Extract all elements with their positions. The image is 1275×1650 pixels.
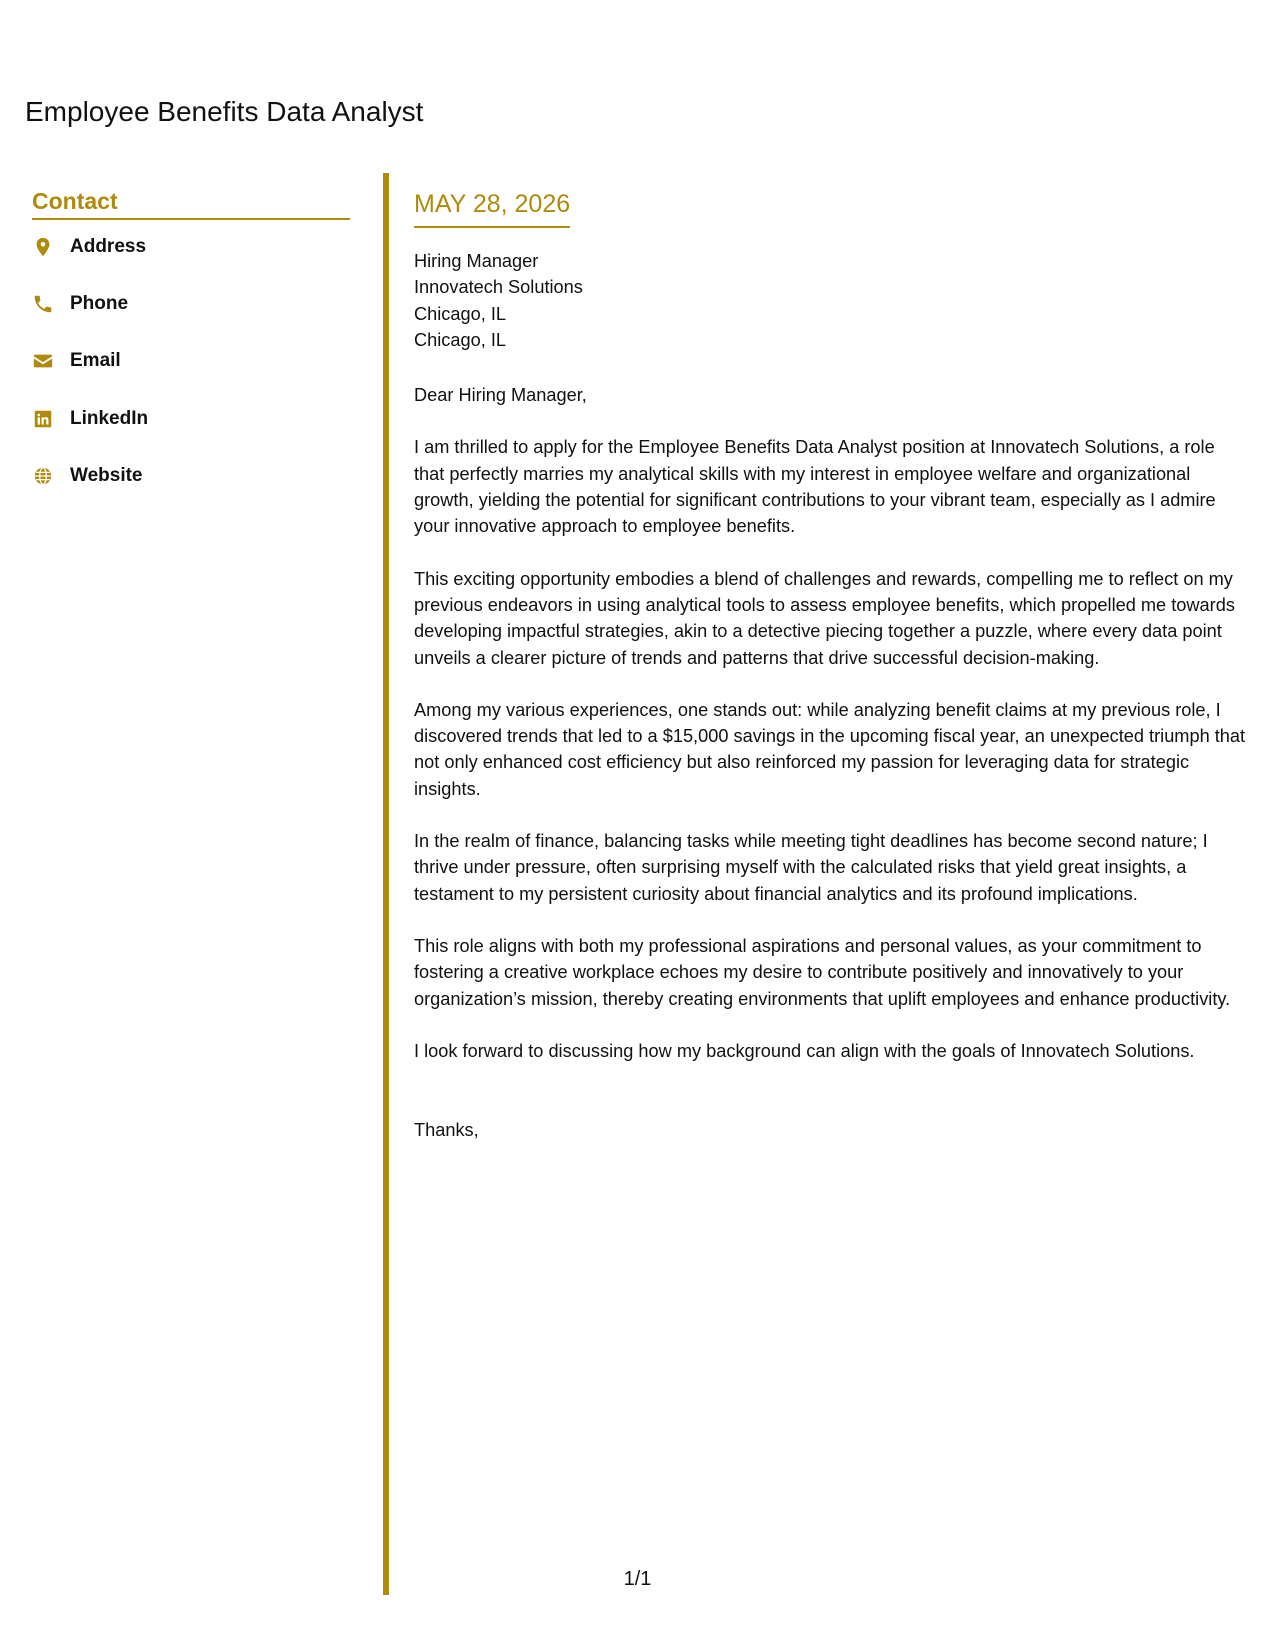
contact-item-email	[32, 333, 350, 391]
salutation: Dear Hiring Manager,	[414, 385, 587, 406]
recipient-city: Chicago, IL	[414, 329, 507, 350]
contact-item-address	[32, 232, 350, 262]
recipient-block	[414, 248, 1250, 353]
recipient-name: Hiring Manager	[414, 251, 539, 271]
recipient-city: Chicago, IL	[414, 303, 507, 324]
contact-label-email: Email	[70, 350, 121, 372]
envelope-icon	[32, 350, 54, 372]
closing: Thanks,	[414, 1120, 479, 1141]
recipient-company: Innovatech Solutions	[414, 277, 583, 298]
location-pin-icon	[32, 236, 54, 258]
letter-paragraph: I look forward to discussing how my background can align with the goals of Innovatech Solutions.	[414, 1040, 1195, 1061]
contact-item-website	[32, 448, 350, 506]
linkedin-icon	[32, 408, 54, 430]
letter-paragraph: This role aligns with both my professional aspirations and personal values, as your commitment to fostering a creative workplace echoes my desire to contribute positively and innovatively to your organization’s mission, thereby creating environments that uplift employees and enhance productivity.	[414, 935, 1231, 1009]
column-divider	[383, 173, 389, 1595]
letter-paragraph: I am thrilled to apply for the Employee Benefits Data Analyst position at Innovatech Solutions, a role that perfectly marries my analytical skills with my interest in employee welfare and organizational growth, yielding the potential for significant contributions to your vibrant team, especially as I admire your innovative approach to employee benefits.	[414, 437, 1216, 537]
contact-sidebar	[32, 188, 350, 505]
contact-item-linkedin	[32, 390, 350, 448]
letter-paragraph: This exciting opportunity embodies a blend of challenges and rewards, compelling me to reflect on my previous endeavors in using analytical tools to assess employee benefits, which propelled me towards developing impactful strategies, akin to a detective piecing together a puzzle, where every data point unveils a clearer picture of trends and patterns that drive successful decision-making.	[414, 568, 1235, 668]
letter-paragraph: In the realm of finance, balancing tasks while meeting tight deadlines has become second nature; I thrive under pressure, often surprising myself with the calculated risks that yield great insights, a testament to my persistent curiosity about financial analytics and its profound implications.	[414, 831, 1208, 904]
contact-label-phone: Phone	[70, 292, 129, 314]
letter-body	[414, 188, 1250, 1143]
contact-label-address: Address	[70, 236, 147, 257]
letter-paragraph: Among my various experiences, one stands out: while analyzing benefit claims at my previous role, I discovered trends that led to a $15,000 savings in the upcoming fiscal year, an unexpected triumph that not only enhanced cost efficiency but also reinforced my passion for leveraging data for strategic insights.	[414, 699, 1246, 799]
globe-icon	[32, 465, 54, 487]
page-number-text: 1/1	[623, 1568, 652, 1590]
contact-label-website: Website	[70, 465, 143, 487]
page-number	[0, 1568, 1275, 1591]
page-title: Employee Benefits Data Analyst	[25, 96, 424, 127]
contact-list	[32, 232, 350, 505]
phone-icon	[32, 293, 54, 315]
letter-date: MAY 28, 2026	[414, 188, 570, 228]
contact-heading: Contact	[32, 188, 350, 220]
contact-item-phone	[32, 275, 350, 333]
contact-label-linkedin: LinkedIn	[70, 407, 149, 429]
